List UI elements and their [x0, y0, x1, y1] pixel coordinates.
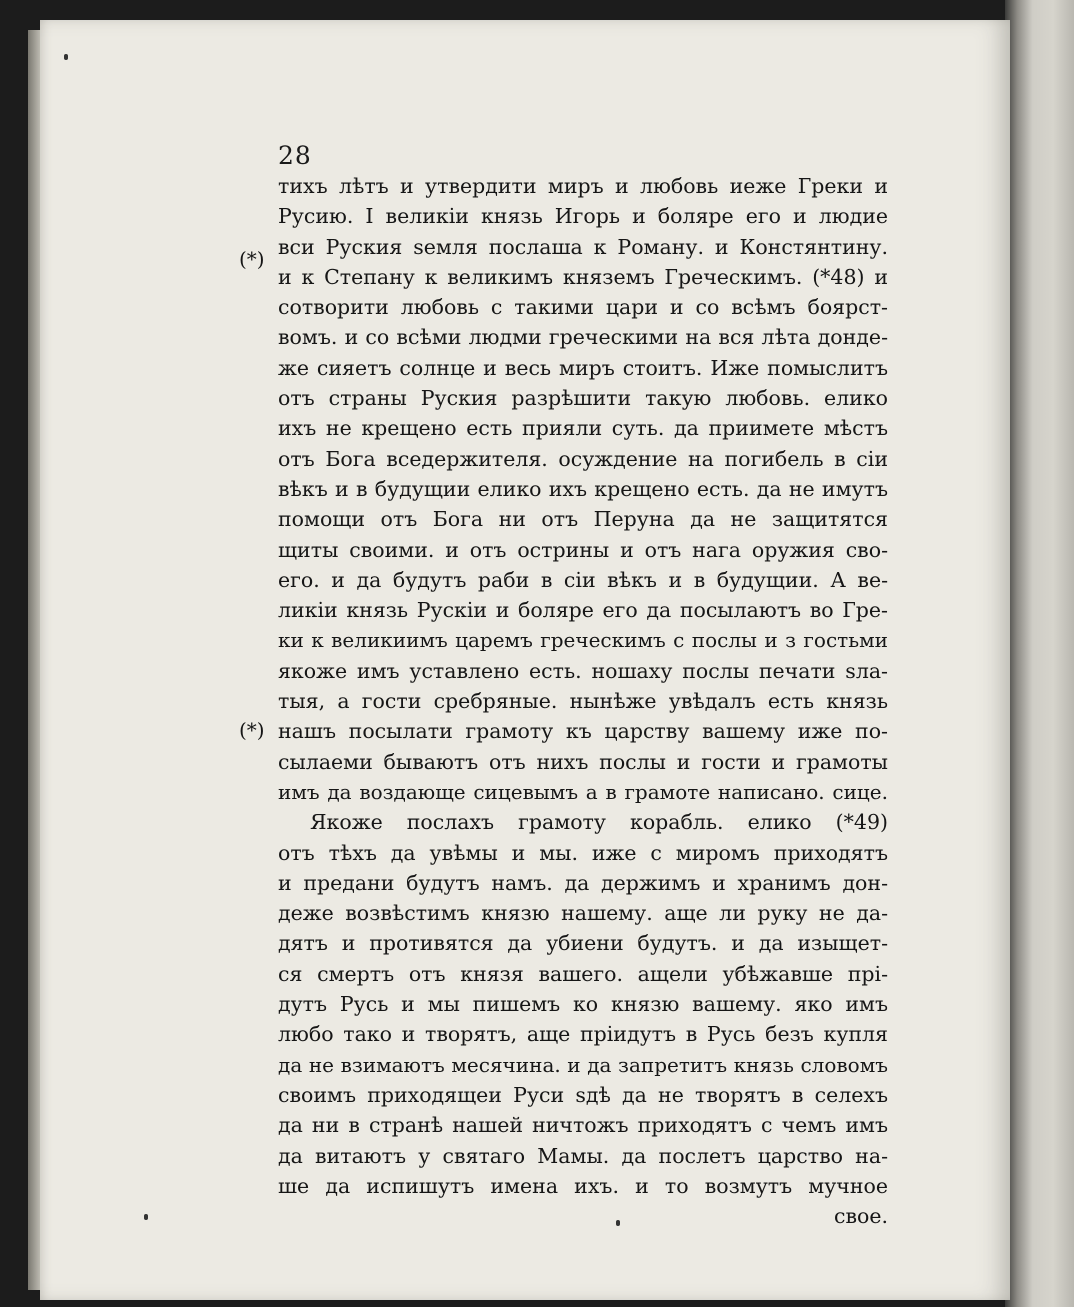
text-line: дятъ и противятся да убиени будутъ. и да изыщет- [278, 931, 888, 956]
text-line: его. и да будутъ раби в сіи вѣкъ и в будущии. А ве- [278, 567, 888, 592]
footnote-marker: (*) [239, 718, 265, 742]
speck [64, 54, 68, 60]
text-line: Якоже послахъ грамоту корабль. елико (*49) [310, 810, 888, 835]
text-line: отъ Бога вседержителя. осуждение на погибель в сіи [278, 446, 888, 471]
page-number: 28 [278, 141, 312, 170]
text-line: да ни в странѣ нашей ничтожъ приходятъ с чемъ имъ [278, 1113, 888, 1138]
text-line: сотворити любовь с такими цари и со всѣмъ боярст- [278, 295, 888, 320]
text-line: тыя, а гости сребряные. нынѣже увѣдалъ есть князь [278, 689, 888, 714]
text-line: ихъ не крещено есть прияли суть. да приимете мѣстъ [278, 416, 888, 441]
text-line: же сияетъ солнце и весь миръ стоитъ. Иже помыслитъ [278, 355, 888, 380]
text-line: ки к великиимъ царемъ греческимъ с послы и з гостьми [278, 628, 888, 653]
text-line: ликіи князь Рускіи и боляре его да посылаютъ во Гре- [278, 598, 888, 623]
text-line: любо тако и творятъ, аще пріидутъ в Русь безъ купля [278, 1022, 888, 1047]
body-text [278, 171, 888, 1231]
text-line: ше да испишутъ имена ихъ. и то возмутъ мучное [278, 1173, 888, 1198]
text-line: помощи отъ Бога ни отъ Перуна да не защитятся [278, 507, 888, 532]
text-line: имъ да воздающе сицевымъ а в грамоте написано. сице. [278, 779, 888, 804]
speck [144, 1214, 148, 1220]
text-line: и предани будутъ намъ. да держимъ и хранимъ дон- [278, 870, 888, 895]
text-line: ся смертъ отъ князя вашего. ащели убѣжавше прі- [278, 961, 888, 986]
text-line: вси Руския ѕемля послаша к Роману. и Констянтину. [278, 234, 888, 259]
text-line: отъ тѣхъ да увѣмы и мы. иже с миромъ приходятъ [278, 840, 888, 865]
text-line: дутъ Русь и мы пишемъ ко князю вашему. яко имъ [278, 992, 888, 1017]
text-line: щиты своими. и отъ острины и отъ нага оружия сво- [278, 537, 888, 562]
text-line: вомъ. и со всѣми людми греческими на вся лѣта донде- [278, 325, 888, 350]
text-line: нашъ посылати грамоту къ царству вашему иже по- [278, 719, 888, 744]
text-line: сылаеми бываютъ отъ нихъ послы и гости и грамоты [278, 749, 888, 774]
text-line: якоже имъ уставлено есть. ношаху послы печати ѕла- [278, 658, 888, 683]
text-line: отъ страны Руския разрѣшити такую любовь. елико [278, 386, 888, 411]
text-line: своимъ приходящеи Руси ѕдѣ да не творятъ в селехъ [278, 1082, 888, 1107]
text-line: да не взимаютъ месячина. и да запретитъ князь словомъ [278, 1052, 888, 1077]
text-line: деже возвѣстимъ князю нашему. аще ли руку не да- [278, 901, 888, 926]
text-line: тихъ лѣтъ и утвердити миръ и любовь иеже Греки и [278, 174, 888, 198]
text-line: и к Степану к великимъ княземъ Греческимъ. (*48) и [278, 264, 888, 289]
text-line: вѣкъ и в будущии елико ихъ крещено есть. да не имутъ [278, 476, 888, 501]
text-line: свое. [833, 1204, 888, 1229]
footnote-marker: (*) [239, 247, 265, 271]
text-line: да витаютъ у святаго Мамы. да послетъ царство на- [278, 1143, 888, 1168]
facing-page-edge [1005, 0, 1074, 1307]
text-line: Русию. І великіи князь Игорь и боляре его и людие [278, 204, 888, 229]
